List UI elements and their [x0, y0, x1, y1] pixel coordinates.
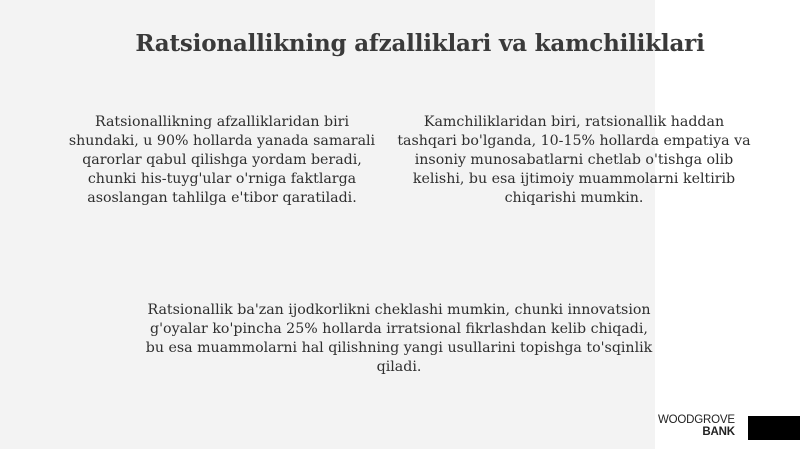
logo-line-woodgrove: WOODGROVE: [658, 414, 735, 426]
logo-wordmark: [658, 414, 735, 438]
disadvantages-paragraph: Kamchiliklaridan biri, ratsionallik haddan tashqari bo'lganda, 10-15% hollarda empatiya va insoniy munosabatlarni chetlab o'tishga olib kelishi, bu esa ijtimoiy muammolarni keltirib chiqarishi mumkin.: [397, 114, 751, 206]
creativity-paragraph: Ratsionallik ba'zan ijodkorlikni cheklashi mumkin, chunki innovatsion g'oyalar ko'pincha 25% hollarda irratsional fikrlashdan kelib chiqadi, bu esa muammolarni hal qilishning yangi usullarini topishga to'sqinlik qiladi.: [145, 302, 653, 375]
logo-block-icon: [748, 416, 800, 440]
woodgrove-bank-logo: [650, 414, 800, 440]
advantages-paragraph: Ratsionallikning afzalliklaridan biri shundaki, u 90% hollarda yanada samarali qarorlar qabul qilishga yordam beradi, chunki his-tuyg'ular o'rniga faktlarga asoslangan tahlilga e'tibor qaratiladi.: [68, 114, 376, 206]
logo-line-bank: BANK: [702, 426, 735, 438]
slide-title: Ratsionallikning afzalliklari va kamchiliklari: [135, 30, 705, 57]
